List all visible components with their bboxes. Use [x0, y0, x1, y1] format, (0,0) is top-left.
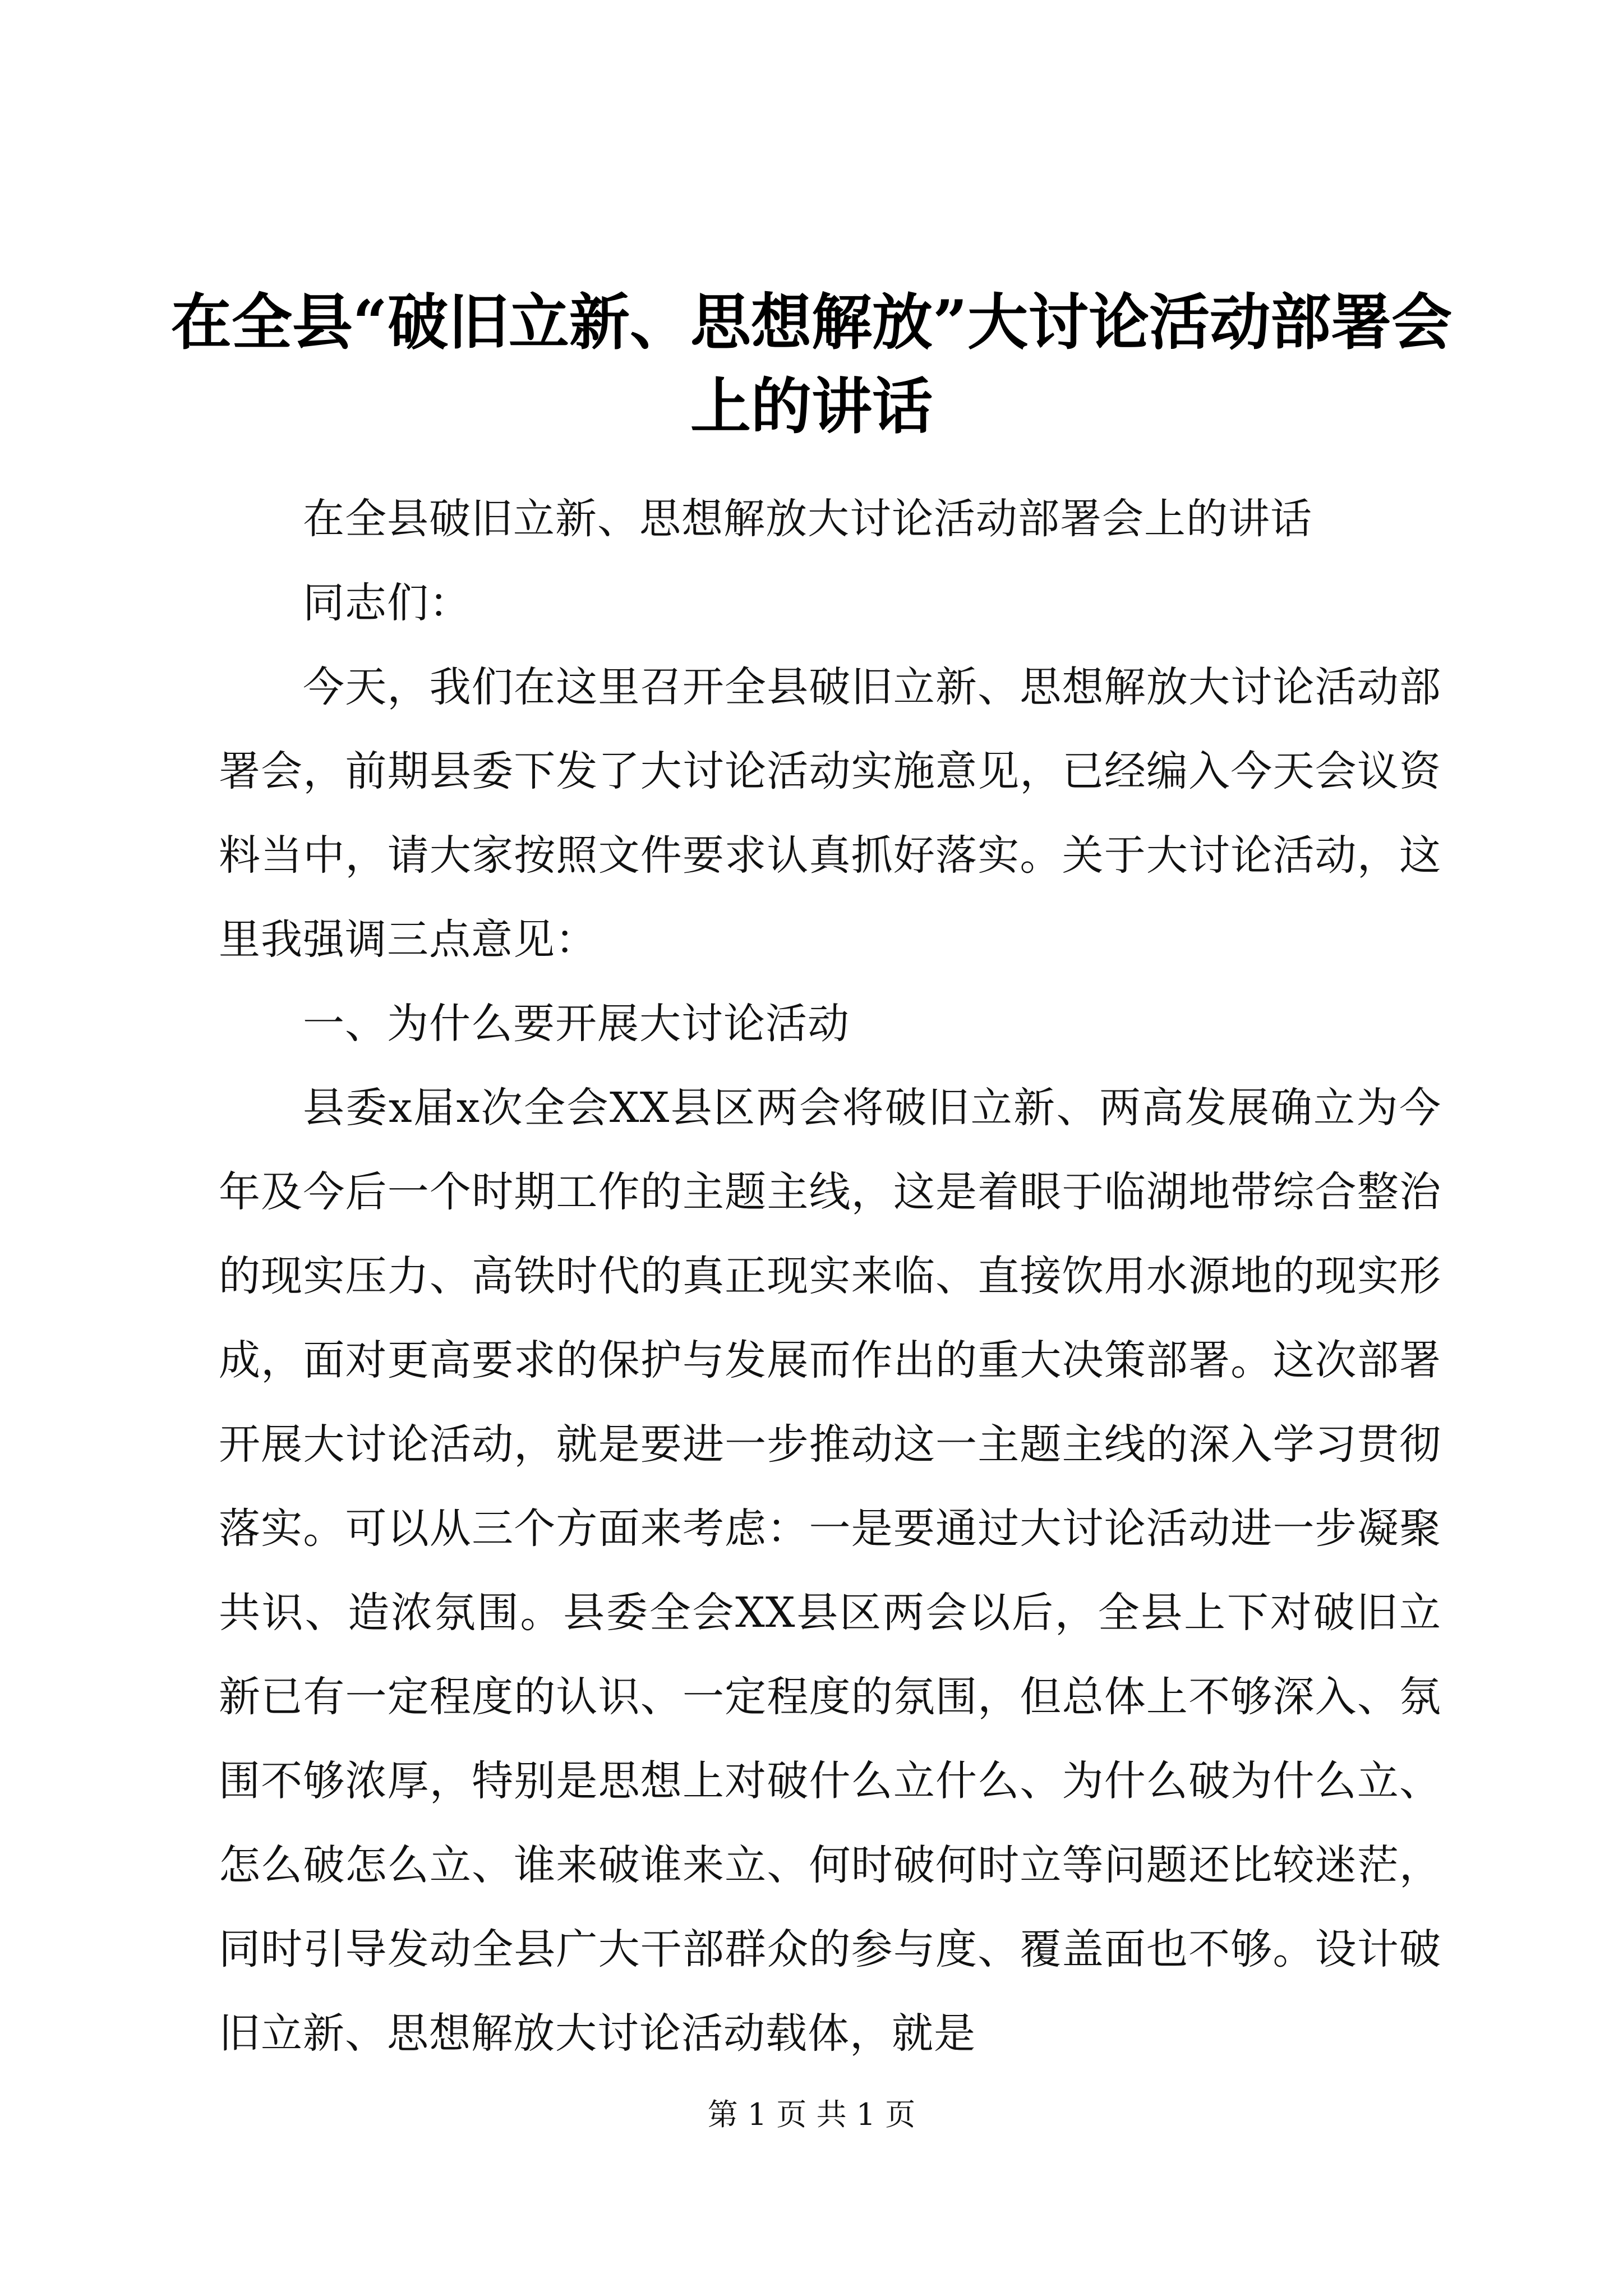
- body-paragraph-salutation: 同志们：: [303, 579, 471, 627]
- body-paragraph-section-1: 县委x届x次全会XX县区两会将破旧立新、两高发展确立为今年及今后一个时期工作的主题主线，这是着眼于临湖地带综合整治的现实压力、高铁时代的真正现实来临、直接饮用水源地的现实形成，面对更高要求的保护与发展而作出的重大决策部署。这次部署开展大讨论活动，就是要进一步推动这一主题主线的深入学习贯彻落实。可以从三个方面来考虑：一是要通过大讨论活动进一步凝聚共识、造浓氛围。县委全会XX县区两会以后，全县上下对破旧立新已有一定程度的认识、一定程度的氛围，但总体上不够深入、氛围不够浓厚，特别是思想上对破什么立什么、为什么破为什么立、怎么破怎么立、谁来破谁来立、何时破何时立等问题还比较迷茫，同时引导发动全县广大干部群众的参与度、覆盖面也不够。设计破旧立新、思想解放大讨论活动载体，就是: [219, 1084, 1441, 2058]
- document-title: 在全县“破旧立新、思想解放”大讨论活动部署会上的讲话: [170, 287, 1453, 442]
- body-section-heading: 一、为什么要开展大讨论活动: [303, 1000, 850, 1048]
- body-paragraph-intro: 今天，我们在这里召开全县破旧立新、思想解放大讨论活动部署会，前期县委下发了大讨论活动实施意见，已经编入今天会议资料当中，请大家按照文件要求认真抓好落实。关于大讨论活动，这里我强调三点意见：: [219, 663, 1441, 964]
- body-paragraph-subtitle: 在全县破旧立新、思想解放大讨论活动部署会上的讲话: [303, 495, 1312, 543]
- document-body: [219, 477, 1441, 2076]
- page-footer: 第 1 页 共 1 页: [707, 2097, 916, 2132]
